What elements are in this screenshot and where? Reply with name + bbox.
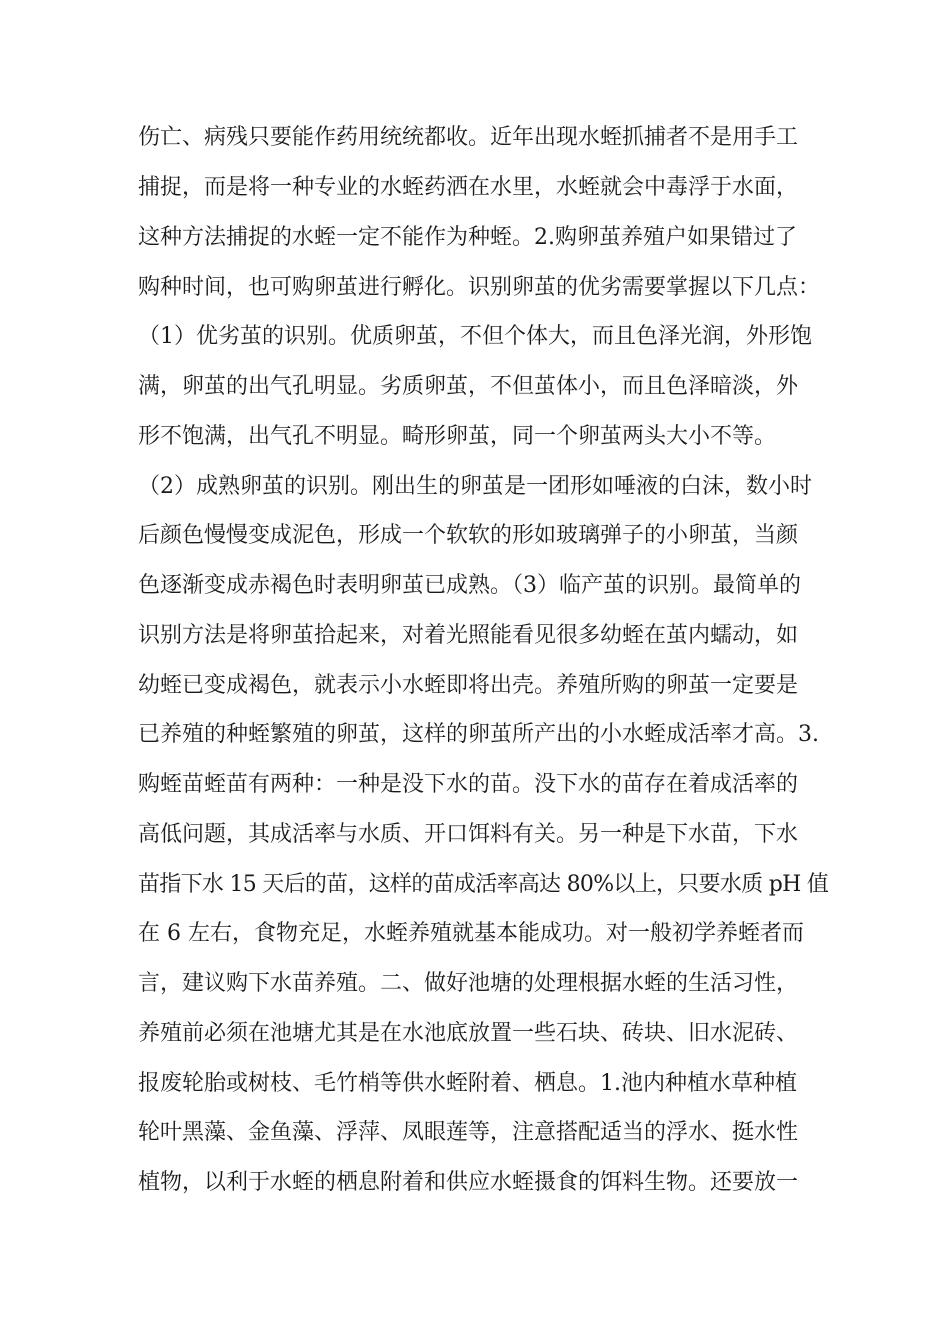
text-line: 苗指下水 15 天后的苗，这样的苗成活率高达 80%以上，只要水质 pH 值 <box>138 872 829 897</box>
text-line: 色逐渐变成赤褐色时表明卵茧已成熟。（3）临产茧的识别。最简单的 <box>138 573 801 598</box>
text-line: 在 6 左右，食物充足，水蛭养殖就基本能成功。对一般初学养蛭者而 <box>138 921 804 946</box>
text-line: 形不饱满，出气孔不明显。畸形卵茧，同一个卵茧两头大小不等。 <box>138 424 777 449</box>
text-line: 购蛭苗蛭苗有两种：一种是没下水的苗。没下水的苗存在着成活率的 <box>138 772 799 797</box>
text-line: 幼蛭已变成褐色，就表示小水蛭即将出壳。养殖所购的卵茧一定要是 <box>138 673 799 698</box>
text-line: 高低问题，其成活率与水质、开口饵料有关。另一种是下水苗，下水 <box>138 822 799 847</box>
text-line: 购种时间，也可购卵茧进行孵化。识别卵茧的优劣需要掌握以下几点： <box>138 275 821 300</box>
text-line: 满，卵茧的出气孔明显。劣质卵茧，不但茧体小，而且色泽暗淡，外 <box>138 374 799 399</box>
text-line: 后颜色慢慢变成泥色，形成一个软软的形如玻璃弹子的小卵茧，当颜 <box>138 523 799 548</box>
text-line: 识别方法是将卵茧拾起来，对着光照能看见很多幼蛭在茧内蠕动，如 <box>138 623 799 648</box>
text-line: 捕捉，而是将一种专业的水蛭药洒在水里，水蛭就会中毒浮于水面， <box>138 175 799 200</box>
text-line: 轮叶黑藻、金鱼藻、浮萍、凤眼莲等，注意搭配适当的浮水、挺水性 <box>138 1120 799 1145</box>
text-line: 已养殖的种蛭繁殖的卵茧，这样的卵茧所产出的小水蛭成活率才高。3. <box>138 722 819 747</box>
text-line: 报废轮胎或树枝、毛竹梢等供水蛭附着、栖息。1.池内种植水草种植 <box>138 1071 797 1096</box>
text-line: （1）优劣茧的识别。优质卵茧，不但个体大，而且色泽光润，外形饱 <box>138 324 812 349</box>
text-line: 植物，以利于水蛭的栖息附着和供应水蛭摄食的饵料生物。还要放一 <box>138 1170 799 1195</box>
text-line: 言，建议购下水苗养殖。二、做好池塘的处理根据水蛭的生活习性， <box>138 971 799 996</box>
text-line: （2）成熟卵茧的识别。刚出生的卵茧是一团形如唾液的白沫，数小时 <box>138 474 812 499</box>
text-line: 伤亡、病残只要能作药用统统都收。近年出现水蛭抓捕者不是用手工 <box>138 125 799 150</box>
text-line: 这种方法捕捉的水蛭一定不能作为种蛭。2.购卵茧养殖户如果错过了 <box>138 225 797 250</box>
text-line: 养殖前必须在池塘尤其是在水池底放置一些石块、砖块、旧水泥砖、 <box>138 1021 799 1046</box>
